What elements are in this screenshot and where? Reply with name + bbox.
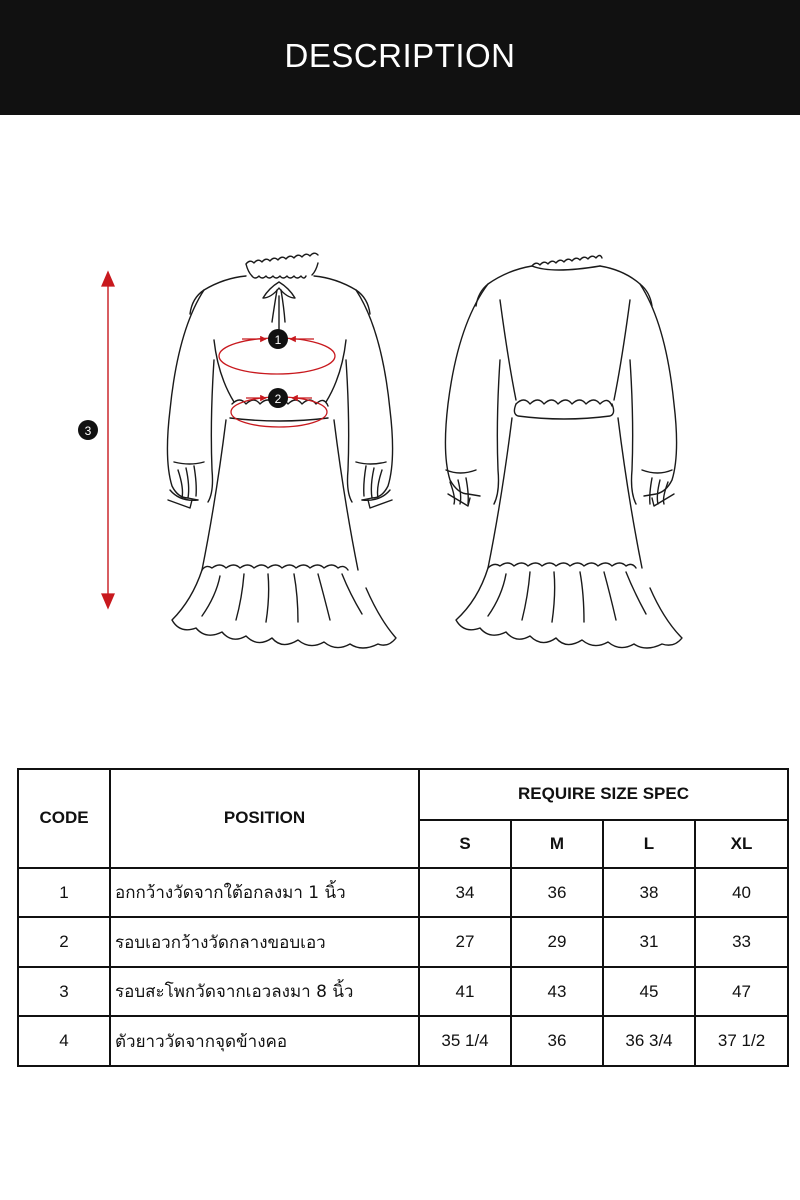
table-row xyxy=(18,1016,788,1066)
cell-s: 34 xyxy=(419,868,511,918)
size-header-l: L xyxy=(603,820,695,868)
position-header: POSITION xyxy=(110,769,419,868)
row-position: รอบสะโพกวัดจากเอวลงมา 8 นิ้ว xyxy=(110,967,419,1017)
cell-s: 27 xyxy=(419,917,511,967)
size-header-xl: XL xyxy=(695,820,788,868)
dress-illustration xyxy=(0,115,800,755)
row-code: 1 xyxy=(18,868,110,918)
cell-l: 36 3/4 xyxy=(603,1016,695,1066)
dress-front xyxy=(167,253,396,648)
table-row xyxy=(18,868,788,918)
cell-xl: 40 xyxy=(695,868,788,918)
cell-s: 41 xyxy=(419,967,511,1017)
cell-m: 36 xyxy=(511,868,603,918)
row-position: รอบเอวกว้างวัดกลางขอบเอว xyxy=(110,917,419,967)
cell-m: 43 xyxy=(511,967,603,1017)
row-code: 3 xyxy=(18,967,110,1017)
cell-m: 29 xyxy=(511,917,603,967)
row-position: ตัวยาววัดจากจุดข้างคอ xyxy=(110,1016,419,1066)
cell-xl: 33 xyxy=(695,917,788,967)
page-title: DESCRIPTION xyxy=(284,36,516,74)
cell-xl: 47 xyxy=(695,967,788,1017)
cell-m: 36 xyxy=(511,1016,603,1066)
cell-s: 35 1/4 xyxy=(419,1016,511,1066)
row-position: อกกว้างวัดจากใต้อกลงมา 1 นิ้ว xyxy=(110,868,419,918)
cell-l: 45 xyxy=(603,967,695,1017)
row-code: 2 xyxy=(18,917,110,967)
svg-text:2: 2 xyxy=(274,392,282,406)
table-row xyxy=(18,917,788,967)
size-header-m: M xyxy=(511,820,603,868)
dress-back xyxy=(445,256,682,649)
marker-2 xyxy=(268,388,288,408)
size-header-s: S xyxy=(419,820,511,868)
svg-text:3: 3 xyxy=(84,424,92,438)
table-row xyxy=(18,967,788,1017)
marker-3 xyxy=(78,420,98,440)
code-header: CODE xyxy=(18,769,110,868)
marker-1 xyxy=(268,329,288,349)
row-code: 4 xyxy=(18,1016,110,1066)
cell-l: 31 xyxy=(603,917,695,967)
size-spec-table xyxy=(17,768,789,1067)
cell-xl: 37 1/2 xyxy=(695,1016,788,1066)
spec-header: REQUIRE SIZE SPEC xyxy=(419,769,788,820)
header-bar xyxy=(0,0,800,115)
measurement-guides xyxy=(102,272,335,608)
svg-text:1: 1 xyxy=(274,333,282,347)
cell-l: 38 xyxy=(603,868,695,918)
